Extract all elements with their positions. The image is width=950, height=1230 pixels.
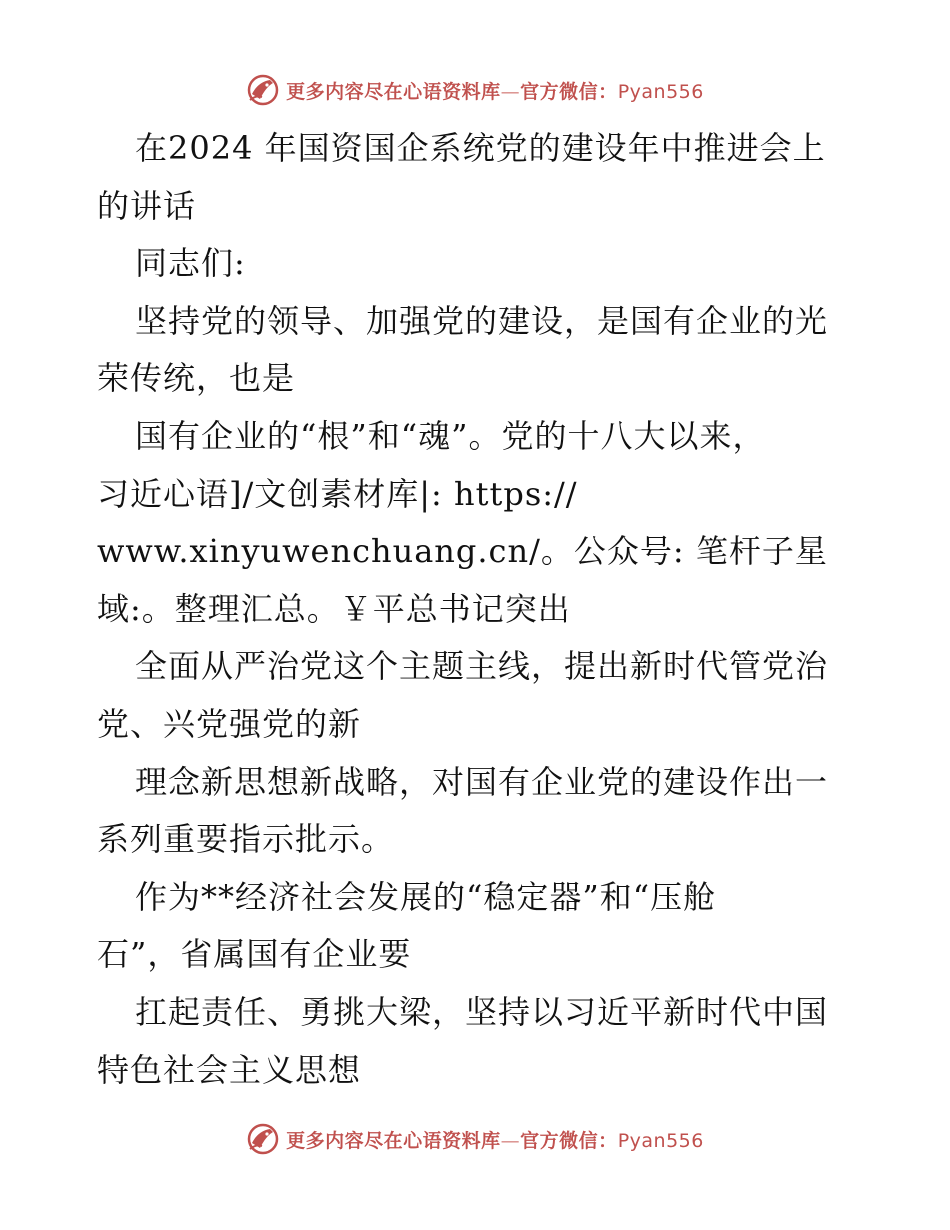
paragraph-line: 特色社会主义思想 (97, 1050, 362, 1089)
paragraph-line: 作为**经济社会发展的“稳定器”和“压舱 (135, 877, 717, 916)
title-line-2: 的讲话 (97, 186, 197, 225)
paragraph-line: 坚持党的领导、加强党的建设，是国有企业的光 (135, 301, 829, 340)
salutation: 同志们: (135, 244, 246, 283)
watermark-text: 更多内容尽在心语资料库—官方微信：Pyan556 (286, 1129, 704, 1152)
paragraph-line: 习近心语]/文创素材库|: https:// (97, 474, 578, 513)
watermark-text: 更多内容尽在心语资料库—官方微信：Pyan556 (286, 80, 704, 103)
paragraph-line: 全面从严治党这个主题主线，提出新时代管党治 (135, 647, 829, 686)
paragraph-line: 党、兴党强党的新 (97, 704, 362, 743)
paragraph-line: 理念新思想新战略，对国有企业党的建设作出一 (135, 762, 829, 801)
paragraph-line: 石”，省属国有企业要 (97, 935, 412, 974)
document-body (97, 120, 857, 1099)
paragraph-line: 域:。整理汇总。￥平总书记突出 (97, 589, 571, 628)
pen-nib-circle-icon (246, 1122, 280, 1156)
paragraph-line: 扛起责任、勇挑大梁，坚持以习近平新时代中国 (135, 992, 829, 1031)
pen-nib-circle-icon (246, 73, 280, 107)
paragraph-line: www.xinyuwenchuang.cn/。公众号: 笔杆子星 (97, 532, 828, 571)
title-line-1: 在2024 年国资国企系统党的建设年中推进会上 (135, 129, 826, 167)
paragraph-line: 国有企业的“根”和“魂”。党的十八大以来， (135, 416, 766, 455)
paragraph-line: 系列重要指示批示。 (97, 820, 395, 859)
paragraph-line: 荣传统，也是 (97, 359, 296, 398)
header-watermark (0, 72, 950, 108)
footer-watermark (0, 1121, 950, 1157)
